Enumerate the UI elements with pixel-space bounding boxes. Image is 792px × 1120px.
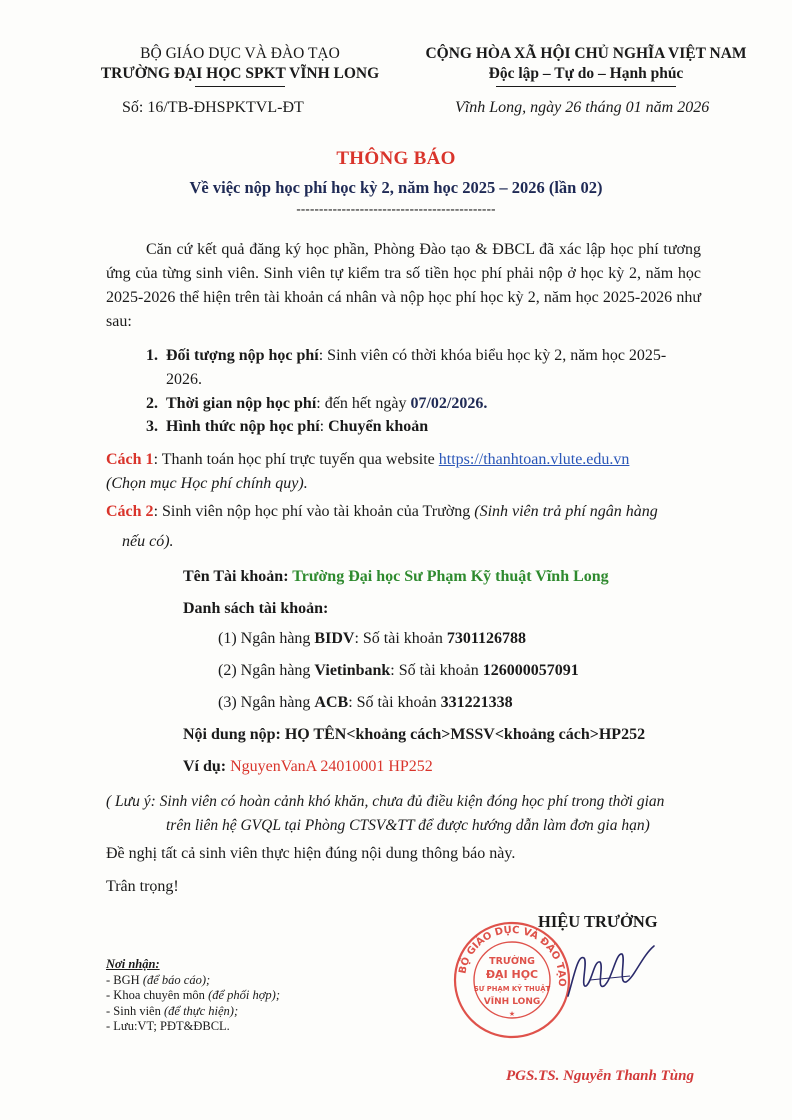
bank-prefix: (2) Ngân hàng [218, 662, 315, 679]
account-name-value: Trường Đại học Sư Phạm Kỹ thuật Vĩnh Long [292, 568, 609, 585]
seal-line: TRƯỜNG [489, 956, 535, 967]
account-name-label: Tên Tài khoản [183, 568, 284, 585]
list-item [106, 988, 280, 1004]
seal-line: SƯ PHẠM KỸ THUẬT [473, 985, 551, 993]
payment-content-label: Nội dung nộp [183, 726, 276, 743]
method-note: (Chọn mục Học phí chính quy). [106, 475, 308, 492]
recipient-text: - Lưu:VT; PĐT&ĐBCL. [106, 1019, 230, 1033]
recipient-text: - Sinh viên [106, 1003, 164, 1018]
bank-account-number: 331221338 [440, 694, 513, 711]
seal-line: VĨNH LONG [483, 997, 541, 1007]
national-motto: Độc lập – Tự do – Hạnh phúc [488, 65, 684, 82]
item-label: Đối tượng nộp học phí [166, 347, 319, 364]
recipient-note: (để báo cáo); [142, 972, 211, 987]
national-title: CỘNG HÒA XÃ HỘI CHỦ NGHĨA VIỆT NAM [425, 45, 747, 62]
deadline-date: 07/02/2026. [410, 395, 488, 412]
intro-paragraph: Căn cứ kết quả đăng ký học phần, Phòng Đào tạo & ĐBCL đã xác lập học phí tương ứng của từng sinh viên. Sinh viên tự kiểm tra số tiền học phí phải nộp ở học kỳ 2, năm học 2025-2026 thể hiện trên tài khoản cá nhân và nộp học phí học kỳ 2, năm học 2025-2026 như sau: [106, 241, 701, 330]
bank-name: ACB [314, 694, 349, 711]
page-subtitle: Về việc nộp học phí học kỳ 2, năm học 2025 – 2026 (lần 02) [189, 178, 603, 197]
principal-title: HIỆU TRƯỞNG [538, 912, 658, 931]
example-label: Ví dụ [183, 758, 221, 775]
note-line: ( Lưu ý: Sinh viên có hoàn cảnh khó khăn, chưa đủ điều kiện đóng học phí trong thời gian [106, 793, 665, 810]
bank-mid: : Số tài khoản [390, 662, 483, 679]
page-title: THÔNG BÁO [336, 148, 456, 169]
method-text: : Thanh toán học phí trực tuyến qua website [153, 451, 439, 468]
payment-content-value: : HỌ TÊN<khoảng cách>MSSV<khoảng cách>HP252 [275, 726, 646, 743]
payment-website-link[interactable]: https://thanhtoan.vlute.edu.vn [438, 451, 630, 468]
principal-signature [560, 936, 660, 1016]
bank-prefix: (3) Ngân hàng [218, 694, 315, 711]
recipients-heading: Nơi nhận: [106, 957, 160, 971]
payment-method-1 [106, 448, 706, 496]
item-text: : [319, 418, 329, 435]
list-item [146, 392, 706, 416]
document-date: Vĩnh Long, ngày 26 tháng 01 năm 2026 [455, 99, 710, 116]
recipient-text: - BGH [106, 972, 143, 987]
issuer-header [80, 44, 400, 87]
bank-account-number: 7301126788 [446, 630, 526, 647]
example-value: NguyenVanA 24010001 HP252 [230, 758, 433, 775]
recipient-text: - Khoa chuyên môn [106, 988, 209, 1002]
payment-example: Ví dụ: NguyenVanA 24010001 HP252 [183, 758, 433, 775]
item-text-continued: 2026. [166, 371, 202, 388]
recipients-block [106, 957, 280, 1035]
item-number: 3. [146, 418, 158, 435]
list-item [106, 1004, 280, 1020]
method-text: : Sinh viên nộp học phí vào tài khoản của Trường [153, 503, 475, 520]
list-item [106, 973, 280, 989]
method-note: (Sinh viên trả phí ngân hàng [474, 503, 658, 520]
bank-account-number: 126000057091 [482, 662, 579, 679]
bank-prefix: (1) Ngân hàng [218, 630, 315, 647]
account-name: Tên Tài khoản: Trường Đại học Sư Phạm Kỹ thuật Vĩnh Long [183, 568, 609, 585]
method-note-continued: nếu có). [122, 533, 174, 550]
title-divider: -------------------------------------------- [296, 201, 496, 216]
note-line: trên liên hệ GVQL tại Phòng CTSV&TT để được hướng dẫn làm đơn gia hạn) [166, 817, 650, 834]
account-list-title: Danh sách tài khoản: [183, 600, 329, 617]
payment-content [183, 724, 645, 746]
item-number: 2. [146, 395, 158, 412]
university-name: TRƯỜNG ĐẠI HỌC SPKT VĨNH LONG [100, 65, 380, 82]
svg-text:★: ★ [508, 1010, 516, 1018]
seal-line: ĐẠI HỌC [485, 968, 539, 981]
seal-outer-text: BỘ GIÁO DỤC VÀ ĐÀO TẠO [457, 924, 568, 987]
note-paragraph [106, 790, 706, 838]
recipient-note: (để thực hiện); [163, 1003, 239, 1018]
item-text: : Sinh viên có thời khóa biểu học kỳ 2, năm học 2025- [318, 347, 667, 364]
payment-method-2 [106, 500, 706, 554]
item-number: 1. [146, 347, 158, 364]
list-item [106, 1019, 280, 1035]
ministry-name: BỘ GIÁO DỤC VÀ ĐÀO TẠO [140, 45, 340, 62]
item-label: Thời gian nộp học phí [166, 395, 317, 412]
document-number: Số: 16/TB-ĐHSPKTVL-ĐT [122, 99, 304, 116]
motto-underline [496, 86, 676, 87]
bank-name: Vietinbank [314, 662, 391, 679]
bank-mid: : Số tài khoản [348, 694, 441, 711]
bank-mid: : Số tài khoản [354, 630, 447, 647]
closing-request: Đề nghị tất cả sinh viên thực hiện đúng nội dung thông báo này. [106, 845, 516, 862]
principal-name: PGS.TS. Nguyễn Thanh Tùng [506, 1068, 694, 1084]
closing-regards: Trân trọng! [106, 878, 179, 895]
list-item [146, 344, 706, 392]
method-label: Cách 2 [106, 503, 154, 520]
item-text: : đến hết ngày [316, 395, 411, 412]
header-underline [195, 86, 285, 87]
method-label: Cách 1 [106, 451, 154, 468]
list-item [146, 415, 706, 439]
national-header [402, 44, 770, 87]
university-seal [452, 920, 572, 1040]
bank-account-row [218, 692, 513, 714]
bank-name: BIDV [314, 630, 355, 647]
payment-form: Chuyển khoản [328, 418, 429, 435]
recipient-note: (để phối hợp); [208, 988, 280, 1002]
bank-account-row [218, 628, 526, 650]
account-list-label: Danh sách tài khoản [183, 600, 324, 617]
item-label: Hình thức nộp học phí [166, 418, 320, 435]
bank-account-row [218, 660, 579, 682]
